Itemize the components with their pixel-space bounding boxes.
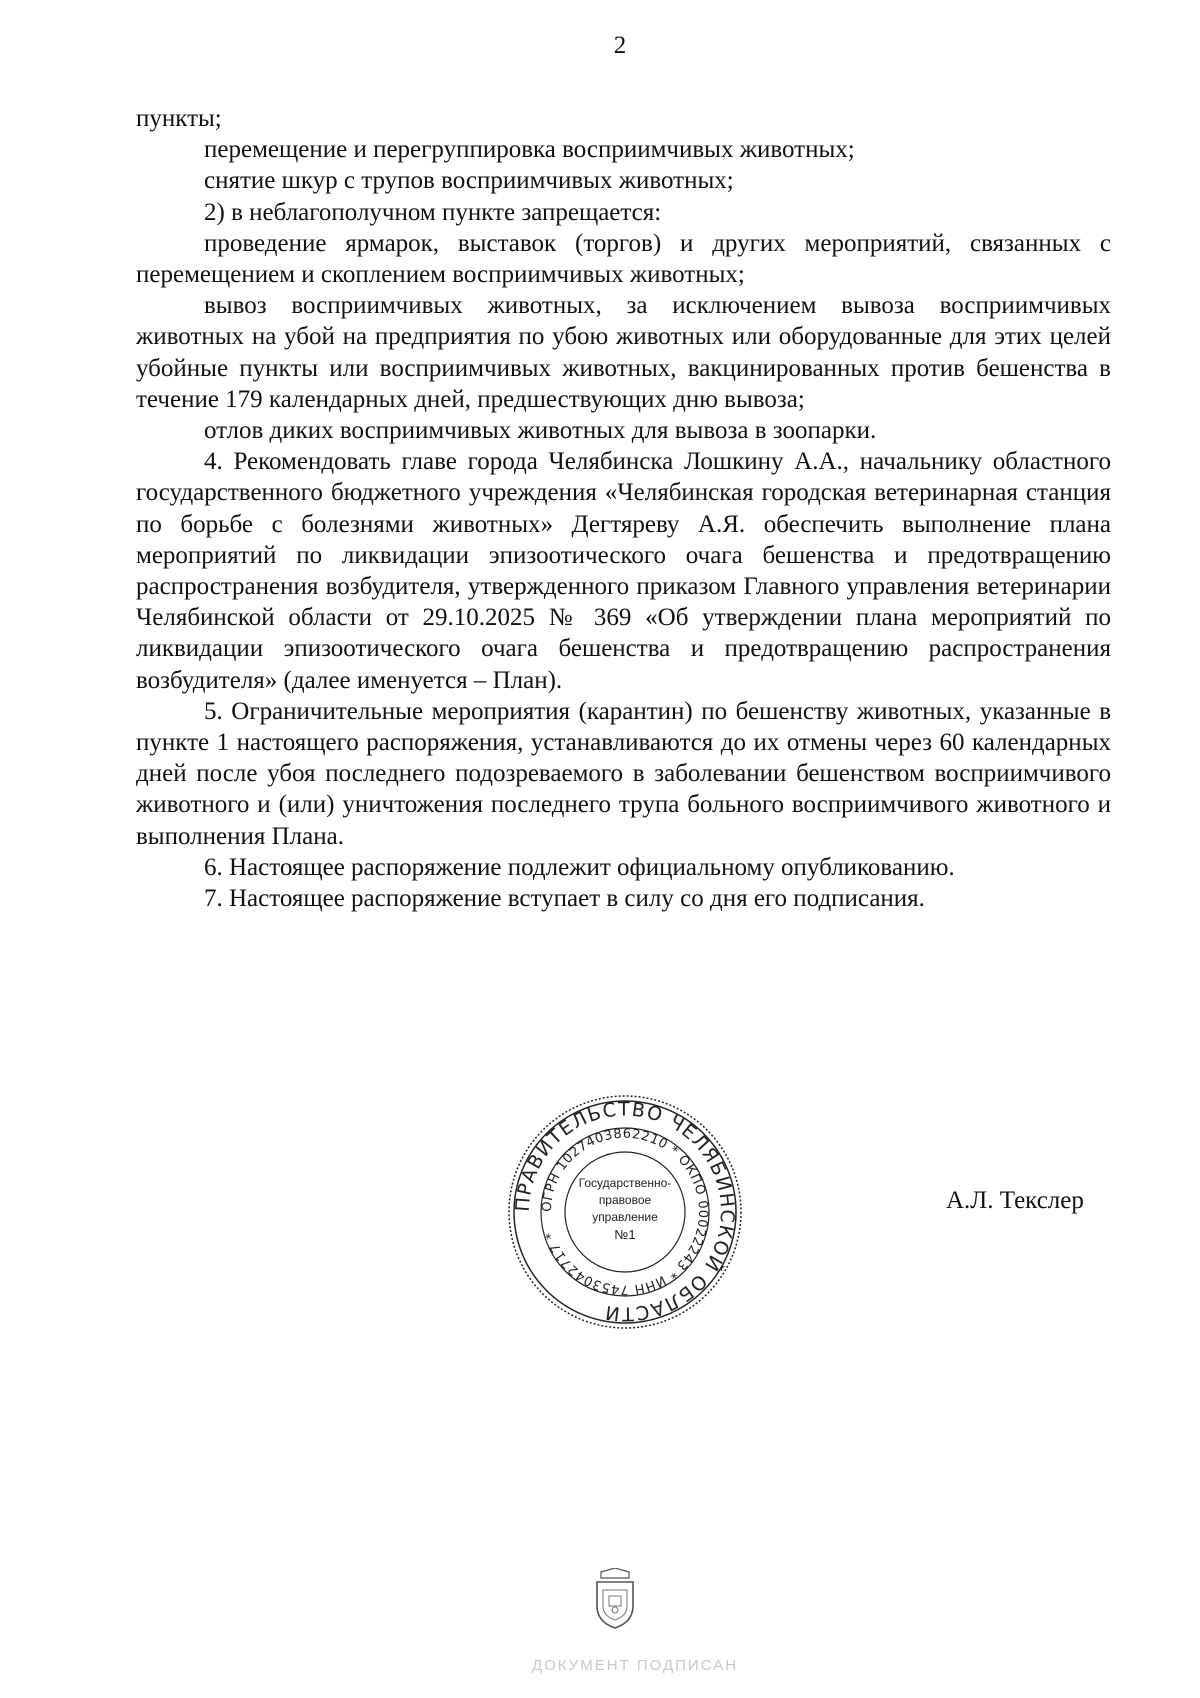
paragraph: 6. Настоящее распоряжение подлежит официальному опубликованию. [204,853,955,881]
seal-inner-text: ОГРН 1027403862210 * ОКПО 00022243 * ИНН 7453042717 * [539,1126,711,1297]
paragraph: 4. Рекомендовать главе города Челябинска Лошкину А.А., начальнику областного государственного бюджетного учреждения «Челябинская городская ветеринарная станция по борьбе с болезнями животных» Дегтяреву А.Я. обеспечить выполнение плана мероприятий по ликвидации эпизоотического очага бешенства и предотвращению распространения возбудителя, утвержденного приказом Главного управления ветеринарии Челябинской области от 29.10.2025 № 369 «Об утверждении плана мероприятий по ликвидации эпизоотического очага бешенства и предотвращению распространения возбудителя» (далее именуется – План). [136,448,1111,694]
signatory-name: А.Л. Текслер [946,1187,1084,1214]
paragraph: вывоз восприимчивых животных, за исключением вывоза восприимчивых животных на убой на предприятия по убою животных или оборудованные для этих целей убойные пункты или восприимчивых животных, вакцинированных против бешенства в течение 179 календарных дней, предшествующих дню вывоза; [136,292,1111,413]
paragraph: 7. Настоящее распоряжение вступает в силу со дня его подписания. [204,885,925,913]
seal-center-line: Государственно- [578,1176,672,1190]
paragraph: снятие шкур с трупов восприимчивых животных; [204,167,734,195]
document-footer-mark: ДОКУМЕНТ ПОДПИСАН [531,1657,739,1674]
seal-outer-text: ПРАВИТЕЛЬСТВО ЧЕЛЯБИНСКОЙ ОБЛАСТИ [511,1098,739,1325]
paragraph: 5. Ограничительные мероприятия (карантин) по бешенству животных, указанные в пункте 1 настоящего распоряжения, устанавливаются до их отмены через 60 календарных дней после убоя последнего подозреваемого в заболевании бешенством восприимчивого животного и (или) уничтожения последнего трупа больного восприимчивого животного и выполнения Плана. [136,697,1111,850]
paragraph: пункты; [136,105,222,132]
page-number: 2 [613,32,627,59]
document-body [136,103,1111,914]
seal-center-line: управление [592,1210,658,1224]
paragraph: перемещение и перегруппировка восприимчивых животных; [204,136,855,164]
seal-center-line: правовое [598,1193,652,1207]
official-seal [505,1092,745,1332]
paragraph: проведение ярмарок, выставок (торгов) и других мероприятий, связанных с перемещением и скоплением восприимчивых животных; [136,229,1111,289]
coat-of-arms-icon [591,1568,639,1630]
paragraph: отлов диких восприимчивых животных для вывоза в зоопарки. [204,417,877,445]
seal-center-line: №1 [614,1227,636,1242]
paragraph: 2) в неблагополучном пункте запрещается: [204,198,662,226]
